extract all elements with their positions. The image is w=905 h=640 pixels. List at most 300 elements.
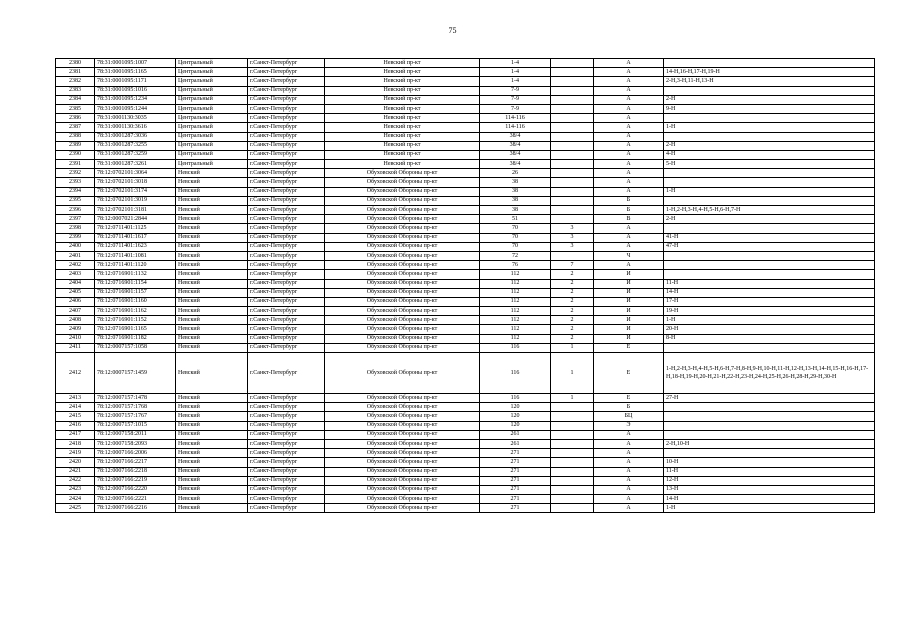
street-cell: Обуховской Обороны пр-кт <box>325 279 480 288</box>
street-cell: Обуховской Обороны пр-кт <box>325 476 480 485</box>
building-cell <box>551 215 594 224</box>
premises-cell: 14-Н,16-Н,17-Н,19-Н <box>664 68 875 77</box>
page-number: 75 <box>448 26 457 35</box>
city-cell: г.Санкт-Петербург <box>248 353 325 394</box>
house-cell: 112 <box>480 325 551 334</box>
street-cell: Обуховской Обороны пр-кт <box>325 251 480 260</box>
premises-cell: 11-Н <box>664 467 875 476</box>
row-number-cell: 2404 <box>56 279 95 288</box>
house-cell: 271 <box>480 504 551 513</box>
street-cell: Невский пр-кт <box>325 141 480 150</box>
registry-rows <box>56 59 875 513</box>
table-row <box>56 353 875 394</box>
building-cell <box>551 150 594 159</box>
premises-cell: 14-Н <box>664 495 875 504</box>
row-number-cell: 2391 <box>56 160 95 169</box>
cadastral-number-cell: 78:12:0716901:1132 <box>95 270 176 279</box>
premises-cell: 13-Н <box>664 485 875 494</box>
row-number-cell: 2397 <box>56 215 95 224</box>
cadastral-number-cell: 78:12:0711401:1125 <box>95 224 176 233</box>
cadastral-number-cell: 78:12:0007158:2093 <box>95 439 176 448</box>
cadastral-number-cell: 78:31:0001095:1234 <box>95 95 176 104</box>
row-number-cell: 2380 <box>56 59 95 68</box>
house-cell: 70 <box>480 242 551 251</box>
district-cell: Невский <box>176 279 248 288</box>
table-row <box>56 178 875 187</box>
district-cell: Невский <box>176 403 248 412</box>
row-number-cell: 2415 <box>56 412 95 421</box>
house-cell: 38/4 <box>480 132 551 141</box>
city-cell: г.Санкт-Петербург <box>248 224 325 233</box>
district-cell: Невский <box>176 215 248 224</box>
premises-cell <box>664 59 875 68</box>
city-cell: г.Санкт-Петербург <box>248 288 325 297</box>
street-cell: Обуховской Обороны пр-кт <box>325 412 480 421</box>
house-cell: 1-4 <box>480 59 551 68</box>
city-cell: г.Санкт-Петербург <box>248 334 325 343</box>
district-cell: Невский <box>176 242 248 251</box>
premises-cell: 1-Н <box>664 504 875 513</box>
city-cell: г.Санкт-Петербург <box>248 187 325 196</box>
building-cell: 2 <box>551 316 594 325</box>
city-cell: г.Санкт-Петербург <box>248 476 325 485</box>
building-cell <box>551 485 594 494</box>
row-number-cell: 2383 <box>56 86 95 95</box>
cadastral-number-cell: 78:31:0001287:3036 <box>95 132 176 141</box>
street-cell: Обуховской Обороны пр-кт <box>325 449 480 458</box>
row-number-cell: 2419 <box>56 449 95 458</box>
premises-cell <box>664 430 875 439</box>
city-cell: г.Санкт-Петербург <box>248 233 325 242</box>
letter-cell: А <box>594 86 664 95</box>
premises-cell <box>664 114 875 123</box>
city-cell: г.Санкт-Петербург <box>248 114 325 123</box>
building-cell <box>551 476 594 485</box>
cadastral-number-cell: 78:12:0007158:2011 <box>95 430 176 439</box>
house-cell: 120 <box>480 421 551 430</box>
letter-cell: Е <box>594 353 664 394</box>
street-cell: Обуховской Обороны пр-кт <box>325 403 480 412</box>
city-cell: г.Санкт-Петербург <box>248 270 325 279</box>
district-cell: Невский <box>176 297 248 306</box>
registry-table <box>55 58 875 513</box>
street-cell: Невский пр-кт <box>325 59 480 68</box>
city-cell: г.Санкт-Петербург <box>248 160 325 169</box>
city-cell: г.Санкт-Петербург <box>248 77 325 86</box>
house-cell: 38 <box>480 187 551 196</box>
building-cell: 2 <box>551 288 594 297</box>
letter-cell: А <box>594 141 664 150</box>
premises-cell: 2-Н,10-Н <box>664 439 875 448</box>
letter-cell: Е <box>594 343 664 352</box>
cadastral-number-cell: 78:12:0007166:2006 <box>95 449 176 458</box>
house-cell: 271 <box>480 476 551 485</box>
letter-cell: А <box>594 467 664 476</box>
row-number-cell: 2399 <box>56 233 95 242</box>
premises-cell: 1-Н <box>664 123 875 132</box>
letter-cell: А <box>594 77 664 86</box>
cadastral-number-cell: 78:12:0007166:2218 <box>95 467 176 476</box>
house-cell: 271 <box>480 458 551 467</box>
street-cell: Невский пр-кт <box>325 160 480 169</box>
cadastral-number-cell: 78:12:0007157:1015 <box>95 421 176 430</box>
building-cell: 2 <box>551 325 594 334</box>
premises-cell <box>664 224 875 233</box>
district-cell: Центральный <box>176 68 248 77</box>
cadastral-number-cell: 78:31:0001095:1165 <box>95 68 176 77</box>
row-number-cell: 2425 <box>56 504 95 513</box>
row-number-cell: 2401 <box>56 251 95 260</box>
building-cell: 2 <box>551 297 594 306</box>
street-cell: Невский пр-кт <box>325 123 480 132</box>
premises-cell: 1-Н,2-Н,3-Н,4-Н,5-Н,6-Н,7-Н <box>664 206 875 215</box>
cadastral-number-cell: 78:31:0001287:3261 <box>95 160 176 169</box>
table-row <box>56 307 875 316</box>
letter-cell: И <box>594 288 664 297</box>
cadastral-number-cell: 78:12:0702101:3064 <box>95 169 176 178</box>
table-row <box>56 215 875 224</box>
letter-cell: И <box>594 270 664 279</box>
district-cell: Центральный <box>176 77 248 86</box>
row-number-cell: 2413 <box>56 394 95 403</box>
row-number-cell: 2420 <box>56 458 95 467</box>
street-cell: Обуховской Обороны пр-кт <box>325 467 480 476</box>
city-cell: г.Санкт-Петербург <box>248 242 325 251</box>
cadastral-number-cell: 78:12:0007166:2219 <box>95 476 176 485</box>
city-cell: г.Санкт-Петербург <box>248 123 325 132</box>
city-cell: г.Санкт-Петербург <box>248 495 325 504</box>
street-cell: Обуховской Обороны пр-кт <box>325 206 480 215</box>
building-cell <box>551 495 594 504</box>
letter-cell: И <box>594 279 664 288</box>
building-cell <box>551 160 594 169</box>
district-cell: Центральный <box>176 141 248 150</box>
row-number-cell: 2421 <box>56 467 95 476</box>
table-row <box>56 224 875 233</box>
premises-cell: 27-Н <box>664 394 875 403</box>
premises-cell: 2-Н <box>664 141 875 150</box>
city-cell: г.Санкт-Петербург <box>248 325 325 334</box>
building-cell: 2 <box>551 307 594 316</box>
city-cell: г.Санкт-Петербург <box>248 449 325 458</box>
house-cell: 271 <box>480 495 551 504</box>
table-row <box>56 59 875 68</box>
letter-cell: И <box>594 325 664 334</box>
letter-cell: А <box>594 458 664 467</box>
house-cell: 261 <box>480 430 551 439</box>
building-cell <box>551 412 594 421</box>
row-number-cell: 2423 <box>56 485 95 494</box>
cadastral-number-cell: 78:12:0007166:2216 <box>95 504 176 513</box>
row-number-cell: 2384 <box>56 95 95 104</box>
district-cell: Невский <box>176 196 248 205</box>
building-cell <box>551 123 594 132</box>
street-cell: Обуховской Обороны пр-кт <box>325 270 480 279</box>
premises-cell <box>664 132 875 141</box>
table-row <box>56 334 875 343</box>
row-number-cell: 2424 <box>56 495 95 504</box>
city-cell: г.Санкт-Петербург <box>248 196 325 205</box>
row-number-cell: 2387 <box>56 123 95 132</box>
premises-cell: 1-Н <box>664 316 875 325</box>
row-number-cell: 2382 <box>56 77 95 86</box>
house-cell: 120 <box>480 403 551 412</box>
street-cell: Обуховской Обороны пр-кт <box>325 224 480 233</box>
district-cell: Центральный <box>176 132 248 141</box>
building-cell: 3 <box>551 242 594 251</box>
building-cell: 1 <box>551 394 594 403</box>
cadastral-number-cell: 78:31:0001095:1171 <box>95 77 176 86</box>
premises-cell <box>664 412 875 421</box>
house-cell: 1-4 <box>480 68 551 77</box>
premises-cell <box>664 421 875 430</box>
letter-cell: А <box>594 495 664 504</box>
row-number-cell: 2381 <box>56 68 95 77</box>
letter-cell: А <box>594 476 664 485</box>
district-cell: Невский <box>176 251 248 260</box>
city-cell: г.Санкт-Петербург <box>248 68 325 77</box>
building-cell <box>551 114 594 123</box>
row-number-cell: 2416 <box>56 421 95 430</box>
house-cell: 116 <box>480 353 551 394</box>
premises-cell: 1-Н <box>664 187 875 196</box>
house-cell: 112 <box>480 288 551 297</box>
table-row <box>56 316 875 325</box>
city-cell: г.Санкт-Петербург <box>248 251 325 260</box>
city-cell: г.Санкт-Петербург <box>248 403 325 412</box>
building-cell <box>551 141 594 150</box>
building-cell: 1 <box>551 343 594 352</box>
street-cell: Обуховской Обороны пр-кт <box>325 169 480 178</box>
district-cell: Невский <box>176 187 248 196</box>
premises-cell: 47-Н <box>664 242 875 251</box>
cadastral-number-cell: 78:12:0007157:1768 <box>95 403 176 412</box>
building-cell <box>551 132 594 141</box>
table-row <box>56 270 875 279</box>
cadastral-number-cell: 78:31:0001287:3259 <box>95 150 176 159</box>
street-cell: Обуховской Обороны пр-кт <box>325 394 480 403</box>
row-number-cell: 2388 <box>56 132 95 141</box>
table-row <box>56 68 875 77</box>
table-row <box>56 187 875 196</box>
letter-cell: А <box>594 233 664 242</box>
district-cell: Центральный <box>176 59 248 68</box>
letter-cell: А <box>594 504 664 513</box>
building-cell: 1 <box>551 353 594 394</box>
table-row <box>56 123 875 132</box>
street-cell: Обуховской Обороны пр-кт <box>325 261 480 270</box>
row-number-cell: 2390 <box>56 150 95 159</box>
row-number-cell: 2392 <box>56 169 95 178</box>
row-number-cell: 2394 <box>56 187 95 196</box>
cadastral-number-cell: 78:31:0001095:1007 <box>95 59 176 68</box>
house-cell: 114-116 <box>480 123 551 132</box>
premises-cell: 1-Н,2-Н,3-Н,4-Н,5-Н,6-Н,7-Н,8-Н,9-Н,10-Н,11-Н,12-Н,13-Н,14-Н,15-Н,16-Н,17-Н,18-Н,19-Н,20-Н,21-Н,22-Н,23-Н,24-Н,25-Н,26-Н,28-Н,29-Н,30-Н <box>664 353 875 394</box>
district-cell: Центральный <box>176 114 248 123</box>
table-row <box>56 77 875 86</box>
street-cell: Обуховской Обороны пр-кт <box>325 504 480 513</box>
house-cell: 271 <box>480 485 551 494</box>
street-cell: Обуховской Обороны пр-кт <box>325 307 480 316</box>
cadastral-number-cell: 78:12:0007166:2220 <box>95 485 176 494</box>
district-cell: Невский <box>176 412 248 421</box>
district-cell: Центральный <box>176 160 248 169</box>
district-cell: Невский <box>176 430 248 439</box>
premises-cell: 10-Н <box>664 458 875 467</box>
city-cell: г.Санкт-Петербург <box>248 485 325 494</box>
district-cell: Невский <box>176 307 248 316</box>
city-cell: г.Санкт-Петербург <box>248 430 325 439</box>
city-cell: г.Санкт-Петербург <box>248 297 325 306</box>
district-cell: Невский <box>176 288 248 297</box>
city-cell: г.Санкт-Петербург <box>248 206 325 215</box>
table-row <box>56 114 875 123</box>
table-row <box>56 279 875 288</box>
city-cell: г.Санкт-Петербург <box>248 279 325 288</box>
letter-cell: А <box>594 169 664 178</box>
premises-cell: 2-Н <box>664 215 875 224</box>
letter-cell: А <box>594 242 664 251</box>
city-cell: г.Санкт-Петербург <box>248 412 325 421</box>
premises-cell <box>664 343 875 352</box>
cadastral-number-cell: 78:31:0001095:1016 <box>95 86 176 95</box>
table-row <box>56 297 875 306</box>
street-cell: Обуховской Обороны пр-кт <box>325 343 480 352</box>
house-cell: 112 <box>480 270 551 279</box>
street-cell: Обуховской Обороны пр-кт <box>325 458 480 467</box>
street-cell: Обуховской Обороны пр-кт <box>325 288 480 297</box>
district-cell: Невский <box>176 270 248 279</box>
letter-cell: А <box>594 449 664 458</box>
building-cell <box>551 449 594 458</box>
building-cell <box>551 95 594 104</box>
cadastral-number-cell: 78:12:0007157:1058 <box>95 343 176 352</box>
letter-cell: Ч <box>594 251 664 260</box>
building-cell <box>551 178 594 187</box>
house-cell: 70 <box>480 224 551 233</box>
cadastral-number-cell: 78:12:0007021:2844 <box>95 215 176 224</box>
letter-cell: А <box>594 160 664 169</box>
row-number-cell: 2412 <box>56 353 95 394</box>
cadastral-number-cell: 78:31:0001130:3616 <box>95 123 176 132</box>
street-cell: Обуховской Обороны пр-кт <box>325 178 480 187</box>
city-cell: г.Санкт-Петербург <box>248 394 325 403</box>
premises-cell: 41-Н <box>664 233 875 242</box>
building-cell: 2 <box>551 270 594 279</box>
district-cell: Невский <box>176 353 248 394</box>
building-cell <box>551 68 594 77</box>
district-cell: Невский <box>176 504 248 513</box>
cadastral-number-cell: 78:12:0007157:1459 <box>95 353 176 394</box>
row-number-cell: 2414 <box>56 403 95 412</box>
street-cell: Невский пр-кт <box>325 132 480 141</box>
building-cell <box>551 467 594 476</box>
street-cell: Невский пр-кт <box>325 86 480 95</box>
row-number-cell: 2398 <box>56 224 95 233</box>
district-cell: Центральный <box>176 150 248 159</box>
premises-cell: 20-Н <box>664 325 875 334</box>
street-cell: Обуховской Обороны пр-кт <box>325 196 480 205</box>
table-row <box>56 233 875 242</box>
premises-cell <box>664 270 875 279</box>
city-cell: г.Санкт-Петербург <box>248 141 325 150</box>
cadastral-number-cell: 78:31:0001130:3035 <box>95 114 176 123</box>
letter-cell: Э <box>594 421 664 430</box>
table-row <box>56 261 875 270</box>
cadastral-number-cell: 78:12:0007157:1767 <box>95 412 176 421</box>
building-cell <box>551 206 594 215</box>
letter-cell: А <box>594 59 664 68</box>
building-cell: 3 <box>551 233 594 242</box>
table-row <box>56 86 875 95</box>
district-cell: Невский <box>176 224 248 233</box>
building-cell: 7 <box>551 261 594 270</box>
cadastral-number-cell: 78:12:0716901:1154 <box>95 279 176 288</box>
table-row <box>56 206 875 215</box>
building-cell <box>551 187 594 196</box>
building-cell <box>551 196 594 205</box>
house-cell: 26 <box>480 169 551 178</box>
premises-cell <box>664 178 875 187</box>
district-cell: Невский <box>176 449 248 458</box>
house-cell: 51 <box>480 215 551 224</box>
table-row <box>56 196 875 205</box>
premises-cell: 14-Н <box>664 288 875 297</box>
city-cell: г.Санкт-Петербург <box>248 215 325 224</box>
premises-cell: 4-Н <box>664 150 875 159</box>
cadastral-number-cell: 78:12:0702101:3019 <box>95 196 176 205</box>
house-cell: 1-4 <box>480 77 551 86</box>
premises-cell: 17-Н <box>664 297 875 306</box>
house-cell: 112 <box>480 334 551 343</box>
city-cell: г.Санкт-Петербург <box>248 504 325 513</box>
letter-cell: Б <box>594 403 664 412</box>
table-row <box>56 343 875 352</box>
house-cell: 76 <box>480 261 551 270</box>
premises-cell <box>664 251 875 260</box>
table-row <box>56 288 875 297</box>
letter-cell: И <box>594 334 664 343</box>
house-cell: 38/4 <box>480 160 551 169</box>
row-number-cell: 2410 <box>56 334 95 343</box>
letter-cell: А <box>594 485 664 494</box>
row-number-cell: 2389 <box>56 141 95 150</box>
building-cell <box>551 421 594 430</box>
house-cell: 7-9 <box>480 86 551 95</box>
building-cell <box>551 403 594 412</box>
house-cell: 7-9 <box>480 104 551 113</box>
city-cell: г.Санкт-Петербург <box>248 439 325 448</box>
house-cell: 70 <box>480 233 551 242</box>
city-cell: г.Санкт-Петербург <box>248 467 325 476</box>
street-cell: Обуховской Обороны пр-кт <box>325 242 480 251</box>
letter-cell: И <box>594 316 664 325</box>
house-cell: 38 <box>480 196 551 205</box>
table-row <box>56 495 875 504</box>
row-number-cell: 2407 <box>56 307 95 316</box>
city-cell: г.Санкт-Петербург <box>248 343 325 352</box>
row-number-cell: 2417 <box>56 430 95 439</box>
letter-cell: А <box>594 178 664 187</box>
district-cell: Невский <box>176 233 248 242</box>
building-cell <box>551 251 594 260</box>
house-cell: 7-9 <box>480 95 551 104</box>
row-number-cell: 2402 <box>56 261 95 270</box>
city-cell: г.Санкт-Петербург <box>248 421 325 430</box>
cadastral-number-cell: 78:12:0007166:2217 <box>95 458 176 467</box>
building-cell <box>551 104 594 113</box>
city-cell: г.Санкт-Петербург <box>248 150 325 159</box>
